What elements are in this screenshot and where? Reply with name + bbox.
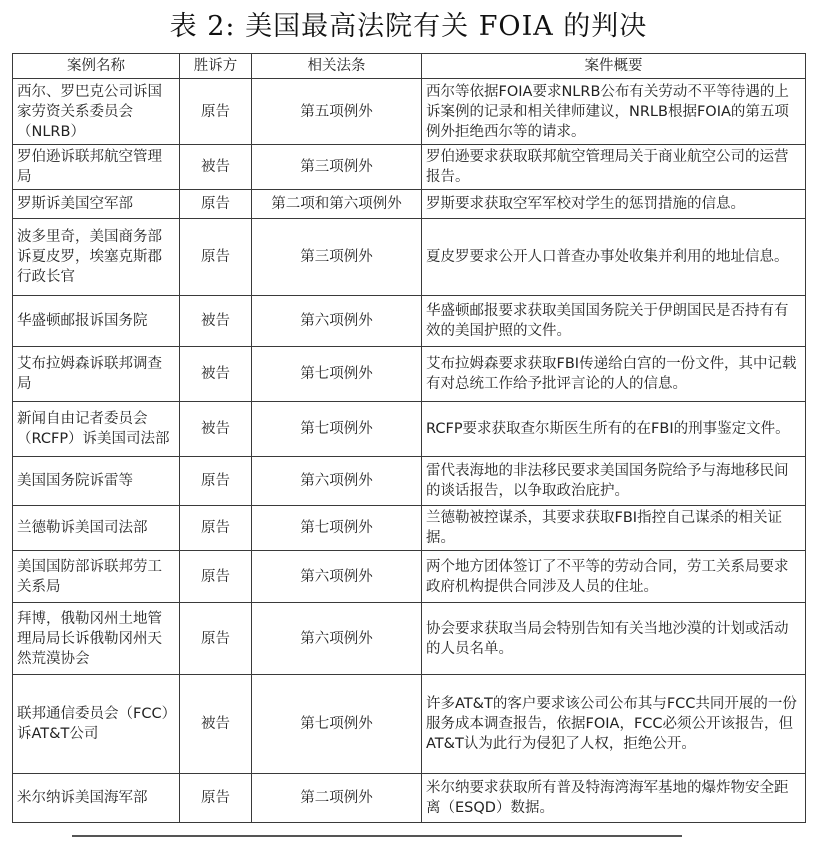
winning-party: 原告	[180, 506, 252, 551]
winning-party: 原告	[180, 219, 252, 296]
case-summary: 协会要求获取当局会特别告知有关当地沙漠的计划或活动的人员名单。	[422, 603, 806, 675]
table-header-row	[13, 54, 806, 79]
case-name: 兰德勒诉美国司法部	[13, 506, 180, 551]
related-law: 第六项例外	[252, 296, 422, 347]
related-law: 第七项例外	[252, 675, 422, 774]
table-row	[13, 145, 806, 190]
table-row	[13, 506, 806, 551]
header-case-summary: 案件概要	[422, 54, 806, 79]
case-summary: RCFP要求获取查尔斯医生所有的在FBI的刑事鉴定文件。	[422, 402, 806, 457]
case-summary: 两个地方团体签订了不平等的劳动合同，劳工关系局要求政府机构提供合同涉及人员的住址。	[422, 551, 806, 603]
case-name: 艾布拉姆森诉联邦调查局	[13, 347, 180, 402]
table-row	[13, 79, 806, 145]
table-row	[13, 551, 806, 603]
case-summary: 夏皮罗要求公开人口普查办事处收集并利用的地址信息。	[422, 219, 806, 296]
table-row	[13, 603, 806, 675]
header-case-name: 案例名称	[13, 54, 180, 79]
case-summary: 罗伯逊要求获取联邦航空管理局关于商业航空公司的运营报告。	[422, 145, 806, 190]
winning-party: 被告	[180, 402, 252, 457]
case-name: 新闻自由记者委员会（RCFP）诉美国司法部	[13, 402, 180, 457]
winning-party: 被告	[180, 296, 252, 347]
related-law: 第七项例外	[252, 347, 422, 402]
case-summary: 雷代表海地的非法移民要求美国国务院给予与海地移民间的谈话报告，以争取政治庇护。	[422, 457, 806, 506]
related-law: 第六项例外	[252, 457, 422, 506]
table-row	[13, 190, 806, 219]
table-row	[13, 402, 806, 457]
table-row	[13, 347, 806, 402]
header-related-law: 相关法条	[252, 54, 422, 79]
winning-party: 原告	[180, 551, 252, 603]
case-name: 西尔、罗巴克公司诉国家劳资关系委员会（NLRB）	[13, 79, 180, 145]
foia-cases-table	[12, 53, 806, 823]
winning-party: 原告	[180, 457, 252, 506]
related-law: 第七项例外	[252, 506, 422, 551]
case-name: 美国国防部诉联邦劳工关系局	[13, 551, 180, 603]
cut-off-text-fragment	[12, 832, 805, 843]
related-law: 第七项例外	[252, 402, 422, 457]
winning-party: 原告	[180, 603, 252, 675]
case-name: 华盛顿邮报诉国务院	[13, 296, 180, 347]
table-row	[13, 296, 806, 347]
winning-party: 被告	[180, 145, 252, 190]
table-title: 表 2: 美国最高法院有关 FOIA 的判决	[169, 11, 648, 42]
related-law: 第六项例外	[252, 603, 422, 675]
header-winning-party: 胜诉方	[180, 54, 252, 79]
winning-party: 被告	[180, 347, 252, 402]
related-law: 第三项例外	[252, 219, 422, 296]
case-summary: 西尔等依据FOIA要求NLRB公布有关劳动不平等待遇的上诉案例的记录和相关律师建议，NRLB根据FOIA的第五项例外拒绝西尔等的请求。	[422, 79, 806, 145]
table-row	[13, 675, 806, 774]
related-law: 第二项例外	[252, 774, 422, 823]
case-name: 美国国务院诉雷等	[13, 457, 180, 506]
case-summary: 罗斯要求获取空军军校对学生的惩罚措施的信息。	[422, 190, 806, 219]
related-law: 第六项例外	[252, 551, 422, 603]
winning-party: 原告	[180, 190, 252, 219]
table-row	[13, 219, 806, 296]
winning-party: 原告	[180, 79, 252, 145]
winning-party: 原告	[180, 774, 252, 823]
case-name: 拜博，俄勒冈州土地管理局局长诉俄勒冈州天然荒漠协会	[13, 603, 180, 675]
related-law: 第五项例外	[252, 79, 422, 145]
related-law: 第二项和第六项例外	[252, 190, 422, 219]
related-law: 第三项例外	[252, 145, 422, 190]
case-name: 联邦通信委员会（FCC）诉AT&T公司	[13, 675, 180, 774]
case-summary: 艾布拉姆森要求获取FBI传递给白宫的一份文件，其中记载有对总统工作给予批评言论的人的信息。	[422, 347, 806, 402]
case-name: 罗伯逊诉联邦航空管理局	[13, 145, 180, 190]
case-name: 米尔纳诉美国海军部	[13, 774, 180, 823]
case-summary: 兰德勒被控谋杀，其要求获取FBI指控自己谋杀的相关证据。	[422, 506, 806, 551]
table-row	[13, 774, 806, 823]
case-summary: 华盛顿邮报要求获取美国国务院关于伊朗国民是否持有有效的美国护照的文件。	[422, 296, 806, 347]
case-name: 波多里奇，美国商务部诉夏皮罗，埃塞克斯郡行政长官	[13, 219, 180, 296]
case-summary: 许多AT&T的客户要求该公司公布其与FCC共同开展的一份服务成本调查报告，依据FOIA，FCC必须公开该报告，但AT&T认为此行为侵犯了人权，拒绝公开。	[422, 675, 806, 774]
case-name: 罗斯诉美国空军部	[13, 190, 180, 219]
winning-party: 被告	[180, 675, 252, 774]
case-summary: 米尔纳要求获取所有普及特海湾海军基地的爆炸物安全距离（ESQD）数据。	[422, 774, 806, 823]
table-row	[13, 457, 806, 506]
